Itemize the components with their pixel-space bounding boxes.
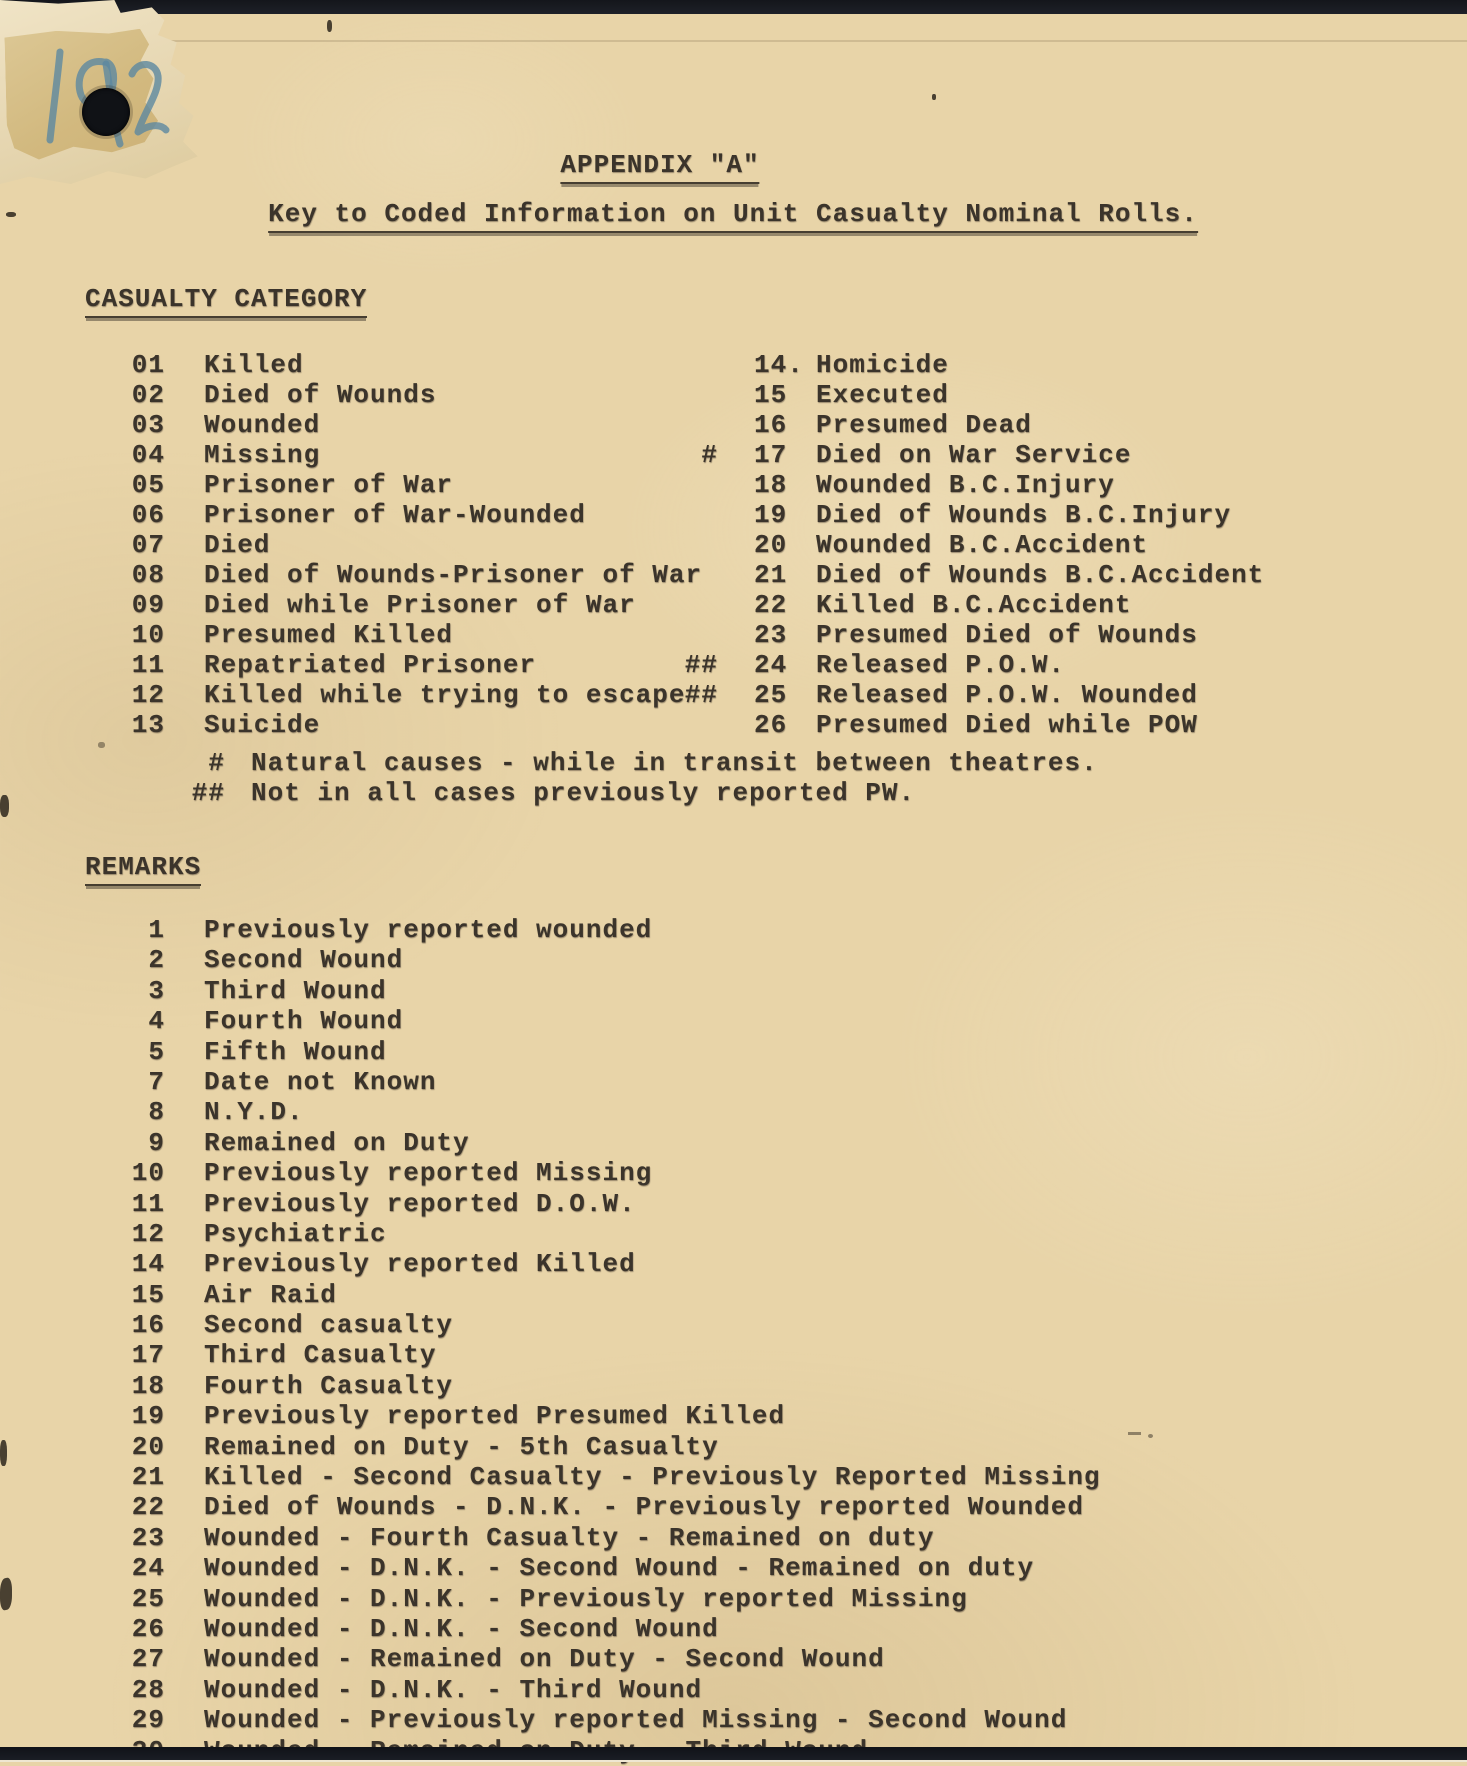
casualty-item [131,590,702,620]
casualty-code: 05 [131,470,165,500]
casualty-code: 17 [754,440,788,470]
remark-label: Previously reported D.O.W. [204,1188,636,1219]
ink-speck [0,795,9,817]
casualty-label: Repatriated Prisoner [204,650,537,680]
casualty-label: Presumed Died of Wounds [816,620,1198,650]
footnote [185,778,1098,808]
punch-hole [82,88,130,136]
remark-code: 3 [148,975,165,1006]
remark-item [131,1492,1101,1522]
casualty-item [686,710,1264,740]
casualty-item [686,530,1264,560]
casualty-code: 19 [754,500,788,530]
remark-label: Second casualty [204,1310,454,1341]
remark-code: 11 [131,1188,165,1219]
casualty-label: Killed while trying to escape [204,680,686,710]
casualty-item [686,680,1264,710]
remark-item [131,1067,1101,1097]
remark-item [131,1340,1101,1370]
casualty-item [131,650,702,680]
pencil-mark [1148,1434,1153,1438]
remark-code: 16 [131,1310,165,1341]
page-title: APPENDIX "A" [560,150,759,184]
remark-label: Wounded - Remained on Duty - Second Wound [204,1644,885,1675]
remark-item [131,1371,1101,1401]
casualty-category-heading: CASUALTY CATEGORY [85,284,367,318]
casualty-code: 02 [131,380,165,410]
remark-code: 20 [131,1431,165,1462]
casualty-item [131,350,702,380]
casualty-code: 22 [754,590,788,620]
ink-speck [0,1577,12,1612]
casualty-list-right [686,350,1264,740]
casualty-item [686,470,1264,500]
remark-code: 26 [131,1613,165,1644]
remark-item [131,945,1101,975]
casualty-code: 24 [754,650,788,680]
remark-label: Third Wound [204,975,387,1006]
casualty-code: 18 [754,470,788,500]
remark-code: 12 [131,1218,165,1249]
remark-code: 15 [131,1279,165,1310]
casualty-item [131,680,702,710]
remark-code: 18 [131,1370,165,1401]
remark-label: Wounded - Fourth Casualty - Remained on duty [204,1522,935,1553]
scanner-bottom-edge [0,1747,1467,1760]
footnote-text: Not in all cases previously reported PW. [251,778,916,808]
ink-speck [932,94,936,100]
page-title-block [560,150,759,180]
ink-speck [327,20,332,32]
casualty-item [686,650,1264,680]
page-subtitle: Key to Coded Information on Unit Casualty Nominal Rolls. [268,199,1198,233]
footnote [185,748,1098,778]
casualty-item [131,410,702,440]
remark-code: 23 [131,1522,165,1553]
casualty-code: 01 [131,350,165,380]
remark-code: 7 [148,1066,165,1097]
casualty-label: Wounded B.C.Accident [816,530,1149,560]
remark-code: 21 [131,1462,165,1493]
casualty-label: Died of Wounds B.C.Accident [816,560,1265,590]
casualty-item [686,440,1264,470]
remark-code: 22 [131,1492,165,1523]
casualty-code: 09 [131,590,165,620]
casualty-item [686,560,1264,590]
remark-code: 5 [148,1036,165,1067]
remark-code: 28 [131,1674,165,1705]
remark-item [131,1128,1101,1158]
remark-label: Second Wound [204,945,404,976]
casualty-label: Released P.O.W. [816,650,1066,680]
remark-item [131,1006,1101,1036]
remark-item [131,1219,1101,1249]
casualty-item [686,620,1264,650]
remark-label: Previously reported Missing [204,1158,653,1189]
casualty-item [686,590,1264,620]
remark-label: Previously reported Killed [204,1249,636,1280]
remark-label: Wounded - D.N.K. - Second Wound - Remained on duty [204,1553,1035,1584]
casualty-label: Missing [204,440,321,470]
remark-label: Wounded - Previously reported Missing - Second Wound [204,1705,1068,1736]
casualty-label: Presumed Dead [816,410,1032,440]
footnote-marker: ## [684,650,718,680]
remark-item [131,1675,1101,1705]
remark-item [131,1189,1101,1219]
casualty-code: 21 [754,560,788,590]
casualty-label: Killed [204,350,304,380]
casualty-code: 03 [131,410,165,440]
remark-item [131,976,1101,1006]
casualty-label: Prisoner of War-Wounded [204,500,586,530]
remark-code: 27 [131,1644,165,1675]
casualty-code: 15 [754,380,788,410]
casualty-label: Suicide [204,710,321,740]
remark-label: Fourth Wound [204,1006,404,1037]
remark-item [131,1553,1101,1583]
casualty-item [686,380,1264,410]
casualty-label: Prisoner of War [204,470,454,500]
remark-code: 17 [131,1340,165,1371]
casualty-label: Executed [816,380,949,410]
remark-code: 8 [148,1097,165,1128]
remark-code: 10 [131,1158,165,1189]
remark-code: 4 [148,1006,165,1037]
casualty-item [686,410,1264,440]
remark-label: Fifth Wound [204,1036,387,1067]
remark-label: Third Casualty [204,1340,437,1371]
footnote-marker: ## [191,778,225,808]
remark-label: Remained on Duty [204,1127,470,1158]
casualty-label: Died [204,530,271,560]
remark-item [131,1523,1101,1553]
corner-label [0,0,208,184]
remark-label: Psychiatric [204,1218,387,1249]
casualty-code: 11 [131,650,165,680]
remark-item [131,1705,1101,1735]
casualty-code: 16 [754,410,788,440]
remark-item [131,1614,1101,1644]
casualty-label: Died of Wounds [204,380,437,410]
casualty-label: Released P.O.W. Wounded [816,680,1198,710]
remark-item [131,915,1101,945]
remark-item [131,1310,1101,1340]
remark-item [131,1644,1101,1674]
remark-label: Previously reported wounded [204,915,653,945]
casualty-item [131,560,702,590]
ink-speck [98,742,105,748]
ink-speck [0,1440,7,1466]
remark-code: 9 [148,1127,165,1158]
footnote-marker: # [701,440,718,470]
casualty-code: 04 [131,440,165,470]
casualty-code: 12 [131,680,165,710]
casualty-item [131,500,702,530]
footnote-text: Natural causes - while in transit between theatres. [251,748,1098,778]
remark-label: Remained on Duty - 5th Casualty [204,1431,719,1462]
casualty-item [131,380,702,410]
ink-speck [6,212,16,217]
casualty-code: 08 [131,560,165,590]
casualty-item [131,530,702,560]
remark-label: Wounded - D.N.K. - Second Wound [204,1613,719,1644]
casualty-code: 06 [131,500,165,530]
casualty-code: 23 [754,620,788,650]
casualty-item [131,620,702,650]
casualty-label: Died of Wounds B.C.Injury [816,500,1232,530]
section-heading-casualty-category [85,284,367,314]
casualty-code: 10 [131,620,165,650]
casualty-item [686,350,1264,380]
section-heading-remarks [85,852,201,882]
remark-code: 19 [131,1401,165,1432]
remark-label: Killed - Second Casualty - Previously Reported Missing [204,1462,1101,1493]
casualty-label: Killed B.C.Accident [816,590,1132,620]
footnote-marker: ## [684,680,718,710]
casualty-item [131,440,702,470]
remark-label: Air Raid [204,1279,337,1310]
remark-label: Wounded - D.N.K. - Third Wound [204,1674,703,1705]
casualty-code: 14. [754,350,804,380]
casualty-label: Presumed Died while POW [816,710,1198,740]
remark-item [131,1037,1101,1067]
casualty-code: 25 [754,680,788,710]
scanner-top-edge [0,0,1467,14]
remark-label: N.Y.D. [204,1097,304,1128]
remarks-heading: REMARKS [85,852,201,886]
remark-label: Fourth Casualty [204,1370,454,1401]
remark-code: 25 [131,1583,165,1614]
remark-item [131,1249,1101,1279]
casualty-label: Wounded B.C.Injury [816,470,1115,500]
casualty-label: Died while Prisoner of War [204,590,636,620]
remark-code: 29 [131,1705,165,1736]
remark-code: 2 [148,945,165,976]
remark-code: 24 [131,1553,165,1584]
casualty-code: 26 [754,710,788,740]
remark-label: Date not Known [204,1066,437,1097]
pencil-mark [1128,1432,1141,1435]
casualty-label: Presumed Killed [204,620,454,650]
footnote-marker: # [208,748,225,778]
remark-item [131,1401,1101,1431]
remark-label: Died of Wounds - D.N.K. - Previously reported Wounded [204,1492,1084,1523]
paper-crease [0,40,1467,42]
casualty-label: Wounded [204,410,321,440]
casualty-item [686,500,1264,530]
remark-label: Previously reported Presumed Killed [204,1401,786,1432]
casualty-item [131,710,702,740]
casualty-label: Homicide [816,350,949,380]
remarks-list [131,915,1101,1766]
casualty-code: 13 [131,710,165,740]
page-subtitle-block [268,199,1198,229]
casualty-code: 07 [131,530,165,560]
remark-item [131,1280,1101,1310]
casualty-label: Died of Wounds-Prisoner of War [204,560,703,590]
remark-item [131,1432,1101,1462]
remark-label: Wounded - D.N.K. - Previously reported Missing [204,1583,968,1614]
remark-code: 1 [148,915,165,945]
casualty-code: 20 [754,530,788,560]
remark-item [131,1097,1101,1127]
casualty-list-left [131,350,702,740]
casualty-footnotes [185,748,1098,808]
remark-code: 14 [131,1249,165,1280]
casualty-label: Died on War Service [816,440,1132,470]
remark-item [131,1462,1101,1492]
casualty-item [131,470,702,500]
remark-item [131,1584,1101,1614]
remark-item [131,1158,1101,1188]
